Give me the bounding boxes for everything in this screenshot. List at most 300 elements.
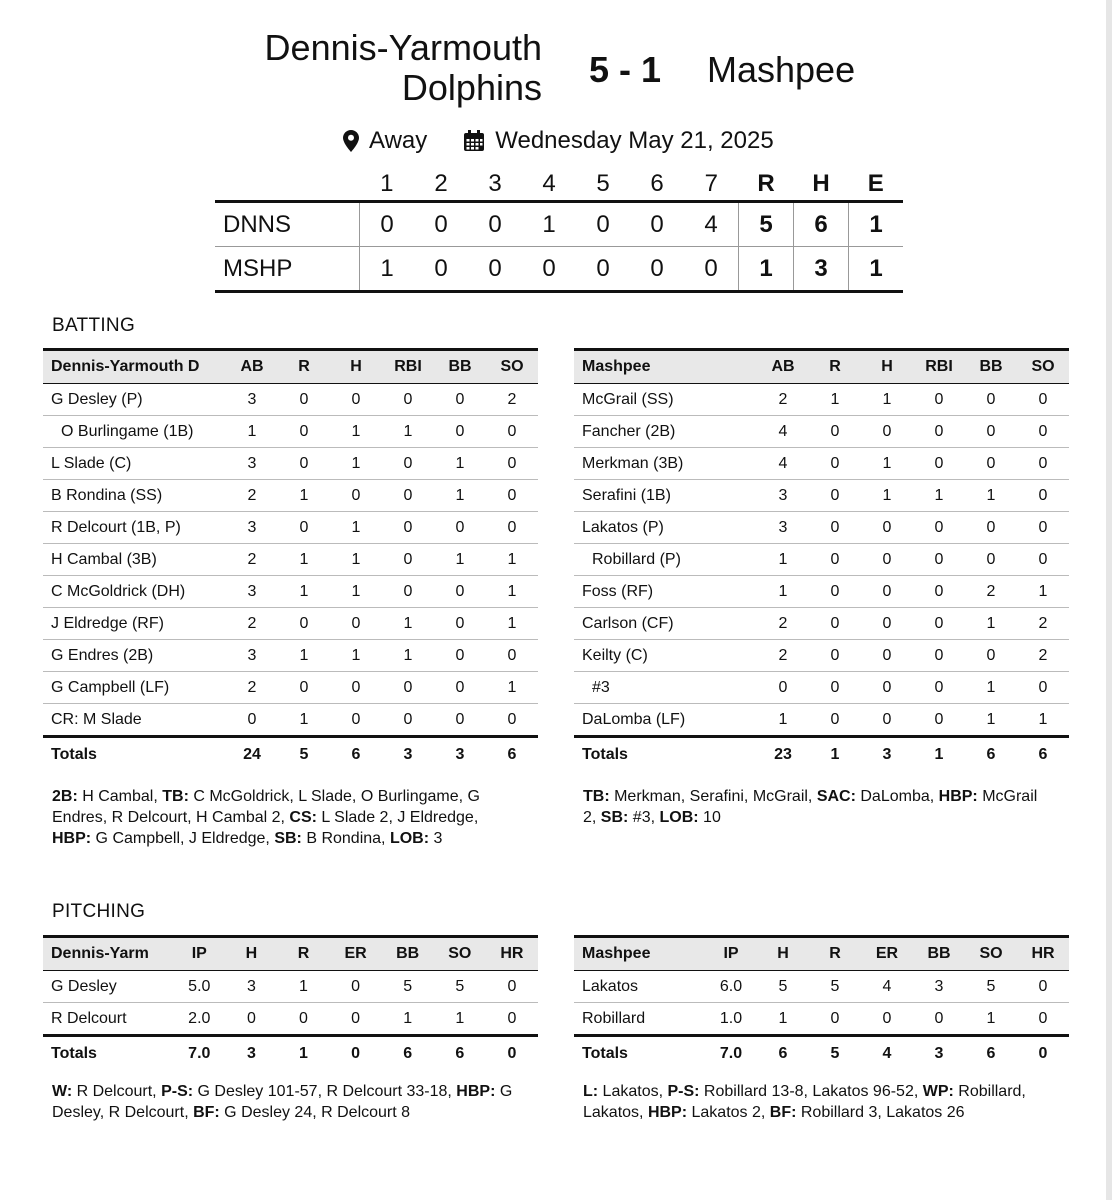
player-name: H Cambal (3B) — [43, 544, 226, 576]
stat-cell: 2.0 — [173, 1003, 225, 1036]
page-edge — [1106, 0, 1112, 1200]
total-cell: 6 — [965, 737, 1017, 772]
note-text: Lakatos 2, — [687, 1104, 770, 1121]
stat-column-header: R — [829, 945, 841, 962]
note-label: L: — [583, 1083, 599, 1100]
player-name: O Burlingame (1B) — [43, 416, 226, 448]
table-row — [574, 672, 1069, 704]
batting-section-title: BATTING — [52, 315, 136, 336]
total-cell: 7.0 — [705, 1036, 757, 1071]
stat-cell: 1 — [861, 480, 913, 512]
stat-cell: 0 — [226, 704, 278, 737]
stat-cell: 0 — [965, 448, 1017, 480]
stat-cell: 0 — [809, 608, 861, 640]
stat-cell: 0 — [330, 1003, 382, 1036]
stat-cell: 0 — [913, 608, 965, 640]
stat-column-header: H — [777, 945, 789, 962]
total-cell: 6 — [1017, 737, 1069, 772]
stat-cell: 1 — [757, 544, 809, 576]
stat-column-header: RBI — [925, 358, 953, 375]
inning-runs: 0 — [650, 210, 664, 238]
note-text: G Desley 24, R Delcourt 8 — [219, 1104, 411, 1121]
table-row — [574, 416, 1069, 448]
table-row — [43, 704, 538, 737]
stat-cell: 0 — [434, 672, 486, 704]
stat-cell: 0 — [809, 672, 861, 704]
player-name: Robillard — [574, 1003, 705, 1036]
team-abbr: DNNS — [223, 210, 292, 238]
line-score-header — [215, 168, 903, 202]
player-name: Merkman (3B) — [574, 448, 757, 480]
table-header — [43, 937, 538, 971]
total-cell: 5 — [278, 737, 330, 772]
stat-cell: 0 — [913, 448, 965, 480]
stat-cell: 1 — [809, 384, 861, 416]
stat-column-header: SO — [1031, 358, 1055, 375]
total-hits: 3 — [794, 247, 849, 292]
table-row — [43, 576, 538, 608]
stat-cell: 1 — [330, 512, 382, 544]
stat-cell: 0 — [278, 512, 330, 544]
total-cell: 3 — [434, 737, 486, 772]
stat-cell: 1 — [382, 416, 434, 448]
inning-runs: 0 — [488, 254, 502, 282]
stat-cell: 2 — [757, 608, 809, 640]
home-pitching-table — [574, 935, 1069, 1070]
stat-cell: 1 — [382, 1003, 434, 1036]
player-name: C McGoldrick (DH) — [43, 576, 226, 608]
stat-cell: 6.0 — [705, 971, 757, 1003]
stat-cell: 3 — [225, 971, 277, 1003]
total-errors: 1 — [849, 202, 904, 247]
table-row — [574, 576, 1069, 608]
stat-cell: 0 — [278, 608, 330, 640]
stat-cell: 0 — [1017, 544, 1069, 576]
total-cell: 1 — [809, 737, 861, 772]
stat-column-header: AB — [240, 358, 264, 375]
stat-cell: 1 — [861, 384, 913, 416]
stat-cell: 1 — [382, 608, 434, 640]
stat-cell: 1 — [434, 480, 486, 512]
map-pin-icon — [343, 130, 359, 152]
stat-cell: 1 — [1017, 704, 1069, 737]
stat-cell: 3 — [226, 512, 278, 544]
stat-cell: 0 — [1017, 448, 1069, 480]
totals-label: Totals — [574, 737, 757, 772]
stat-cell: 0 — [486, 416, 538, 448]
stat-cell: 0 — [382, 544, 434, 576]
inning-runs: 0 — [596, 210, 610, 238]
stat-cell: 1 — [965, 672, 1017, 704]
note-label: BF: — [769, 1104, 797, 1121]
stat-cell: 0 — [861, 576, 913, 608]
inning-runs: 0 — [434, 210, 448, 238]
total-cell: 6 — [757, 1036, 809, 1071]
note-label: BF: — [193, 1104, 220, 1121]
stat-cell: 2 — [965, 576, 1017, 608]
stat-cell: 0 — [382, 448, 434, 480]
team-column-header: Dennis-Yarmouth D — [51, 358, 200, 375]
inning-header: 2 — [434, 170, 448, 197]
stat-cell: 0 — [913, 384, 965, 416]
stat-cell: 1 — [965, 480, 1017, 512]
note-text: 10 — [698, 809, 721, 826]
note-label: TB: — [162, 788, 189, 805]
note-text: C McGoldrick, L Slade, O Burlingame, G Endres, R Delcourt, H Cambal 2, — [52, 788, 480, 826]
table-row — [574, 512, 1069, 544]
stat-cell: 0 — [809, 448, 861, 480]
stat-cell: 5 — [965, 971, 1017, 1003]
stat-cell: 0 — [278, 384, 330, 416]
stat-cell: 1 — [330, 576, 382, 608]
stat-column-header: R — [297, 945, 310, 962]
total-cell: 6 — [330, 737, 382, 772]
stat-cell: 0 — [486, 1003, 538, 1036]
inning-runs: 0 — [542, 254, 556, 282]
note-text: 3 — [429, 830, 443, 847]
stat-cell: 2 — [486, 384, 538, 416]
table-row — [43, 384, 538, 416]
note-label: TB: — [583, 788, 610, 805]
table-row — [574, 704, 1069, 737]
total-cell: 6 — [382, 1036, 434, 1071]
stat-column-header: BB — [448, 358, 472, 375]
stat-cell: 5 — [434, 971, 486, 1003]
away-batting-table — [43, 348, 538, 771]
stat-cell: 0 — [965, 384, 1017, 416]
inning-header: 5 — [596, 170, 610, 197]
stat-cell: 4 — [757, 448, 809, 480]
stat-cell: 3 — [226, 576, 278, 608]
stat-cell: 0 — [809, 512, 861, 544]
stat-cell: 2 — [757, 384, 809, 416]
stat-cell: 0 — [434, 576, 486, 608]
total-runs: 1 — [739, 247, 794, 292]
stat-column-header: R — [298, 358, 310, 375]
stat-cell: 1 — [965, 704, 1017, 737]
total-cell: 24 — [226, 737, 278, 772]
stat-cell: 3 — [913, 971, 965, 1003]
table-row — [574, 1003, 1069, 1036]
total-cell: 0 — [486, 1036, 538, 1071]
table-row — [43, 608, 538, 640]
pitching-section-title: PITCHING — [52, 901, 146, 922]
stat-column-header: H — [245, 945, 258, 962]
stat-cell: 1 — [965, 1003, 1017, 1036]
table-row — [574, 384, 1069, 416]
player-name: Robillard (P) — [574, 544, 757, 576]
total-cell: 6 — [965, 1036, 1017, 1071]
stat-cell: 0 — [913, 576, 965, 608]
stat-cell: 2 — [757, 640, 809, 672]
line-score-row — [215, 202, 903, 247]
stat-cell: 0 — [486, 512, 538, 544]
stat-cell: 0 — [965, 544, 1017, 576]
stat-cell: 0 — [382, 480, 434, 512]
stat-column-header: IP — [723, 945, 739, 962]
home-batting-table — [574, 348, 1069, 771]
away-team-name — [230, 28, 542, 108]
inning-runs: 1 — [542, 210, 556, 238]
totals-row — [43, 737, 538, 772]
stat-cell: 1 — [757, 576, 809, 608]
player-name: Serafini (1B) — [574, 480, 757, 512]
stat-cell: 0 — [330, 672, 382, 704]
note-label: 2B: — [52, 788, 78, 805]
note-text: Robillard, Lakatos, — [583, 1083, 1026, 1121]
stat-column-header: BB — [927, 945, 951, 962]
stat-cell: 1 — [330, 416, 382, 448]
table-row — [43, 971, 538, 1003]
stat-cell: 0 — [1017, 416, 1069, 448]
stat-cell: 0 — [809, 480, 861, 512]
total-cell: 4 — [861, 1036, 913, 1071]
stat-cell: 0 — [1017, 512, 1069, 544]
stat-cell: 2 — [1017, 640, 1069, 672]
stat-cell: 1 — [1017, 576, 1069, 608]
note-label: P-S: — [161, 1083, 194, 1100]
stat-cell: 0 — [861, 1003, 913, 1036]
table-row — [43, 1003, 538, 1036]
hits-header: H — [812, 170, 830, 197]
table-row — [574, 640, 1069, 672]
stat-cell: 5 — [757, 971, 809, 1003]
line-score-table — [215, 168, 903, 293]
team-column-header: Mashpee — [582, 945, 651, 962]
stat-cell: 2 — [226, 608, 278, 640]
stat-cell: 3 — [226, 640, 278, 672]
stat-cell: 0 — [330, 608, 382, 640]
total-hits: 6 — [794, 202, 849, 247]
stat-cell: 0 — [965, 416, 1017, 448]
stat-cell: 2 — [226, 672, 278, 704]
stat-cell: 1 — [226, 416, 278, 448]
stat-cell: 0 — [861, 672, 913, 704]
stat-cell: 0 — [965, 512, 1017, 544]
stat-cell: 0 — [382, 384, 434, 416]
stat-cell: 2 — [1017, 608, 1069, 640]
stat-cell: 0 — [757, 672, 809, 704]
stat-cell: 0 — [278, 416, 330, 448]
stat-cell: 0 — [861, 512, 913, 544]
stat-cell: 0 — [913, 544, 965, 576]
table-row — [43, 448, 538, 480]
stat-cell: 3 — [757, 512, 809, 544]
table-row — [574, 480, 1069, 512]
stat-cell: 0 — [861, 704, 913, 737]
stat-column-header: RBI — [394, 358, 422, 375]
note-label: SAC: — [816, 788, 856, 805]
note-text: H Cambal, — [77, 788, 163, 805]
stat-cell: 4 — [861, 971, 913, 1003]
away-pitching-notes — [52, 1081, 542, 1123]
note-text: G Campbell, J Eldredge, — [91, 830, 275, 847]
inning-runs: 1 — [360, 247, 415, 292]
stat-cell: 4 — [757, 416, 809, 448]
stat-cell: 0 — [913, 512, 965, 544]
note-text: Robillard 13-8, Lakatos 96-52, — [699, 1083, 923, 1100]
note-label: P-S: — [667, 1083, 700, 1100]
note-label: HBP: — [456, 1083, 496, 1100]
line-score-row — [215, 247, 903, 292]
note-text: DaLomba, — [855, 788, 939, 805]
stat-cell: 1 — [486, 576, 538, 608]
inning-header: 3 — [488, 170, 502, 197]
note-text: McGrail 2, — [583, 788, 1038, 826]
stat-column-header: H — [350, 358, 362, 375]
table-row — [574, 608, 1069, 640]
away-team-line2: Dolphins — [401, 67, 542, 108]
stat-cell: 0 — [486, 448, 538, 480]
total-cell: 3 — [225, 1036, 277, 1071]
inning-runs: 0 — [360, 202, 415, 247]
inning-runs: 0 — [596, 254, 610, 282]
stat-cell: 0 — [1017, 480, 1069, 512]
runs-header: R — [757, 170, 775, 197]
note-text: G Desley, R Delcourt, — [52, 1083, 513, 1121]
player-name: Fancher (2B) — [574, 416, 757, 448]
away-pitching-table — [43, 935, 538, 1070]
stat-cell: 0 — [913, 640, 965, 672]
stat-cell: 0 — [434, 640, 486, 672]
totals-label: Totals — [43, 1036, 173, 1071]
player-name: B Rondina (SS) — [43, 480, 226, 512]
stat-column-header: BB — [979, 358, 1003, 375]
player-name: Lakatos — [574, 971, 705, 1003]
note-label: HBP: — [938, 788, 978, 805]
stat-column-header: AB — [771, 358, 795, 375]
stat-cell: 0 — [434, 384, 486, 416]
totals-row — [574, 737, 1069, 772]
stat-cell: 0 — [330, 704, 382, 737]
inning-runs: 0 — [650, 254, 664, 282]
note-text: G Desley 101-57, R Delcourt 33-18, — [193, 1083, 457, 1100]
table-header — [574, 350, 1069, 384]
away-batting-notes — [52, 786, 512, 849]
stat-column-header: SO — [979, 945, 1003, 962]
note-text: R Delcourt, — [72, 1083, 162, 1100]
stat-cell: 3 — [226, 384, 278, 416]
stat-cell: 0 — [225, 1003, 277, 1036]
date-text: Wednesday May 21, 2025 — [495, 127, 774, 154]
stat-cell: 0 — [913, 704, 965, 737]
away-team-line1: Dennis-Yarmouth — [264, 27, 542, 68]
inning-header: 6 — [650, 170, 664, 197]
note-text: Merkman, Serafini, McGrail, — [609, 788, 817, 805]
team-abbr: MSHP — [223, 254, 293, 282]
inning-runs: 0 — [488, 210, 502, 238]
note-label: HBP: — [647, 1104, 688, 1121]
total-cell: 1 — [913, 737, 965, 772]
stat-cell: 1 — [486, 608, 538, 640]
stat-cell: 1 — [330, 448, 382, 480]
total-cell: 0 — [1017, 1036, 1069, 1071]
stat-cell: 0 — [277, 1003, 329, 1036]
note-text: B Rondina, — [301, 830, 390, 847]
home-batting-notes — [583, 786, 1053, 828]
note-label: W: — [52, 1083, 73, 1100]
stat-cell: 0 — [861, 416, 913, 448]
stat-cell: 0 — [1017, 672, 1069, 704]
note-label: WP: — [922, 1083, 954, 1100]
stat-cell: 0 — [382, 704, 434, 737]
stat-cell: 3 — [226, 448, 278, 480]
stat-cell: 0 — [913, 672, 965, 704]
stat-cell: 0 — [965, 640, 1017, 672]
player-name: Lakatos (P) — [574, 512, 757, 544]
total-runs: 5 — [739, 202, 794, 247]
totals-label: Totals — [574, 1036, 705, 1071]
note-label: HBP: — [52, 830, 92, 847]
table-row — [43, 672, 538, 704]
total-cell: 1 — [277, 1036, 329, 1071]
stat-cell: 1 — [278, 544, 330, 576]
stat-cell: 1 — [434, 448, 486, 480]
stat-cell: 1 — [486, 544, 538, 576]
inning-runs: 4 — [704, 210, 718, 238]
player-name: R Delcourt (1B, P) — [43, 512, 226, 544]
stat-column-header: IP — [191, 945, 207, 962]
player-name: J Eldredge (RF) — [43, 608, 226, 640]
stat-column-header: SO — [448, 945, 472, 962]
inning-runs: 0 — [434, 254, 448, 282]
stat-column-header: BB — [396, 945, 420, 962]
player-name: Foss (RF) — [574, 576, 757, 608]
totals-row — [574, 1036, 1069, 1071]
stat-cell: 0 — [809, 704, 861, 737]
total-cell: 3 — [861, 737, 913, 772]
player-name: Carlson (CF) — [574, 608, 757, 640]
inning-runs: 0 — [704, 254, 718, 282]
stat-column-header: HR — [1031, 945, 1055, 962]
stat-cell: 5.0 — [173, 971, 225, 1003]
note-label: LOB: — [659, 809, 699, 826]
player-name: L Slade (C) — [43, 448, 226, 480]
total-cell: 3 — [913, 1036, 965, 1071]
table-row — [43, 416, 538, 448]
stat-cell: 1 — [434, 544, 486, 576]
stat-cell: 0 — [330, 384, 382, 416]
stat-cell: 0 — [809, 544, 861, 576]
stat-cell: 0 — [861, 640, 913, 672]
calendar-icon — [463, 130, 485, 152]
total-cell: 0 — [330, 1036, 382, 1071]
note-text: #3, — [628, 809, 660, 826]
stat-cell: 0 — [278, 672, 330, 704]
errors-header: E — [867, 170, 884, 197]
stat-cell: 1 — [330, 640, 382, 672]
table-row — [43, 480, 538, 512]
home-pitching-notes — [583, 1081, 1053, 1123]
stat-cell: 0 — [809, 1003, 861, 1036]
note-text: L Slade 2, J Eldredge, — [316, 809, 479, 826]
stat-cell: 1 — [382, 640, 434, 672]
table-row — [43, 640, 538, 672]
stat-cell: 0 — [1017, 384, 1069, 416]
player-name: G Desley (P) — [43, 384, 226, 416]
stat-cell: 0 — [486, 704, 538, 737]
stat-column-header: ER — [875, 945, 899, 962]
stat-cell: 0 — [278, 448, 330, 480]
stat-column-header: ER — [344, 945, 367, 962]
stat-cell: 0 — [486, 971, 538, 1003]
totals-row — [43, 1036, 538, 1071]
table-header — [574, 937, 1069, 971]
total-cell: 23 — [757, 737, 809, 772]
stat-cell: 1 — [434, 1003, 486, 1036]
note-label: SB: — [274, 830, 302, 847]
stat-cell: 0 — [1017, 971, 1069, 1003]
